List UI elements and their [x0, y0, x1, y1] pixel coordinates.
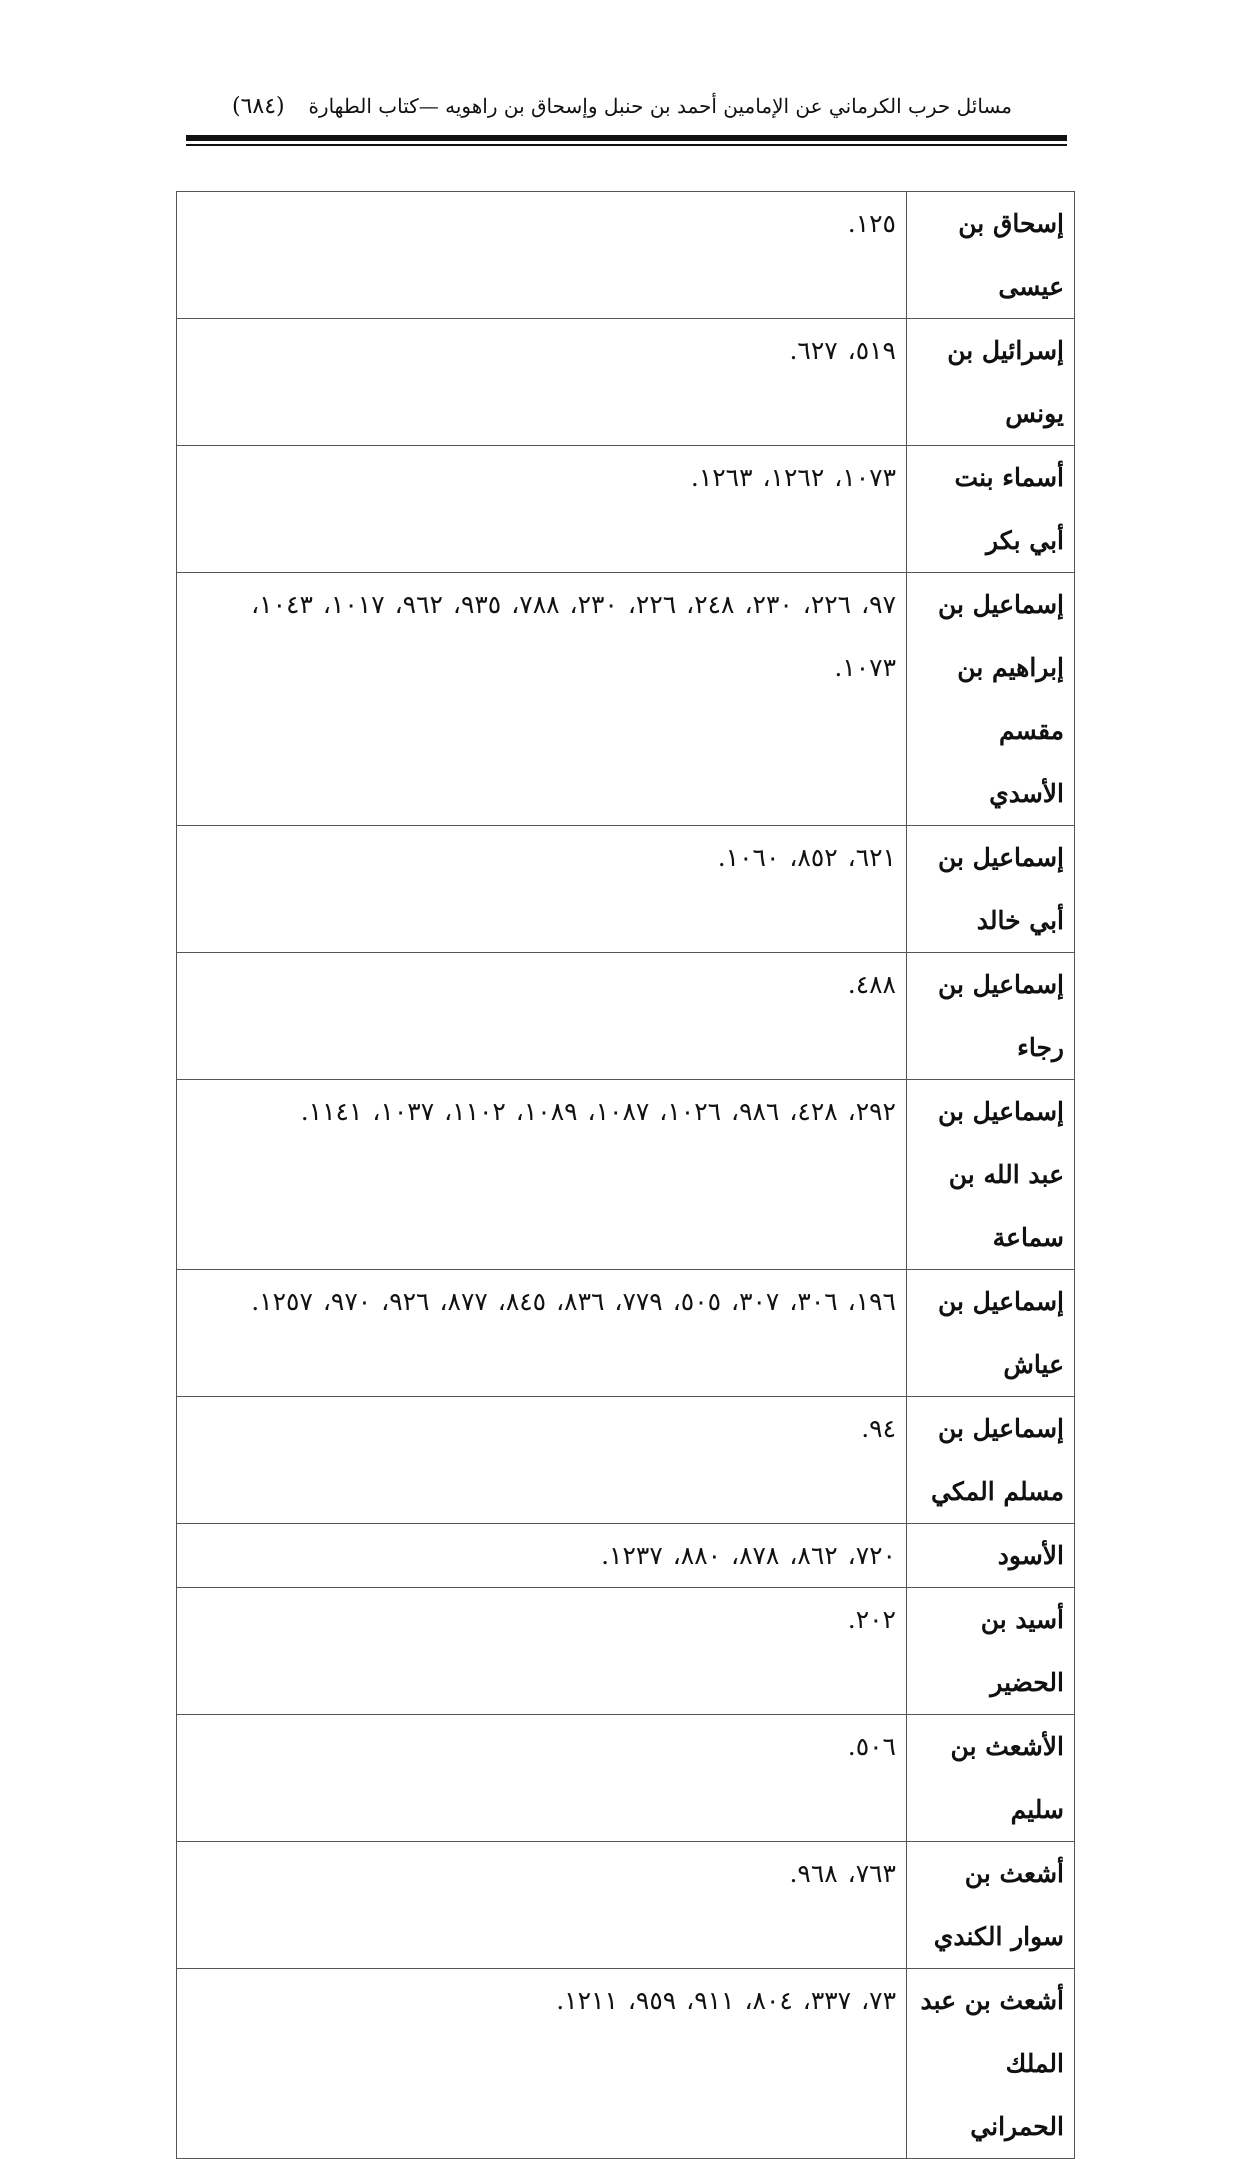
narrator-name: إسرائيل بن يونس [947, 336, 1064, 428]
narrator-name: الأسود [997, 1541, 1064, 1570]
index-row [177, 1080, 1075, 1270]
page-header [232, 86, 1012, 126]
index-row [177, 1524, 1075, 1588]
narrator-name: إسحاق بن عيسى [958, 209, 1064, 301]
narrator-name: إسماعيل بن إبراهيم بن مقسم الأسدي [937, 590, 1064, 808]
reference-numbers: ٧٢٠، ٨٦٢، ٨٧٨، ٨٨٠، ١٢٣٧. [601, 1541, 896, 1570]
refs-cell [177, 1842, 907, 1969]
index-row [177, 192, 1075, 319]
narrator-name: أسيد بن الحضير [980, 1605, 1064, 1697]
refs-cell [177, 1397, 907, 1524]
name-cell [907, 1524, 1075, 1588]
name-cell [907, 446, 1075, 573]
reference-numbers: ١٠٧٣، ١٢٦٢، ١٢٦٣. [690, 463, 896, 492]
index-row [177, 319, 1075, 446]
name-cell [907, 1588, 1075, 1715]
name-cell [907, 1715, 1075, 1842]
index-row [177, 1270, 1075, 1397]
index-row [177, 1588, 1075, 1715]
refs-cell [177, 1588, 907, 1715]
reference-numbers: ٧٦٣، ٩٦٨. [789, 1859, 896, 1888]
reference-numbers: ٩٤. [861, 1414, 896, 1443]
name-cell [907, 1270, 1075, 1397]
refs-cell [177, 953, 907, 1080]
reference-numbers: ١٢٥. [847, 209, 896, 238]
reference-numbers: ٩٧، ٢٢٦، ٢٣٠، ٢٤٨، ٢٢٦، ٢٣٠، ٧٨٨، ٩٣٥، ٩٦٢، ١٠١٧، ١٠٤٣، ١٠٧٣. [251, 590, 896, 682]
reference-numbers: ٤٨٨. [847, 970, 896, 999]
refs-cell [177, 1080, 907, 1270]
refs-cell [177, 192, 907, 319]
narrator-name: إسماعيل بن أبي خالد [937, 843, 1064, 935]
index-row [177, 573, 1075, 826]
name-cell [907, 1397, 1075, 1524]
header-rule-thin [186, 144, 1067, 146]
index-row [177, 1715, 1075, 1842]
name-cell [907, 1080, 1075, 1270]
index-row [177, 1969, 1075, 2159]
reference-numbers: ١٩٦، ٣٠٦، ٣٠٧، ٥٠٥، ٧٧٩، ٨٣٦، ٨٤٥، ٨٧٧، ٩٢٦، ٩٧٠، ١٢٥٧. [251, 1287, 896, 1316]
name-cell [907, 319, 1075, 446]
refs-cell [177, 1715, 907, 1842]
refs-cell [177, 573, 907, 826]
narrator-name: أسماء بنت أبي بكر [954, 463, 1064, 555]
reference-numbers: ٥١٩، ٦٢٧. [789, 336, 896, 365]
reference-numbers: ٥٠٦. [847, 1732, 896, 1761]
index-row [177, 826, 1075, 953]
narrator-name: إسماعيل بن رجاء [937, 970, 1064, 1062]
reference-numbers: ٦٢١، ٨٥٢، ١٠٦٠. [717, 843, 896, 872]
header-rule-thick [186, 135, 1067, 141]
narrator-name: أشعث بن عبد الملك الحمراني [920, 1986, 1064, 2141]
narrator-name: أشعث بن سوار الكندي [933, 1859, 1064, 1951]
index-row [177, 953, 1075, 1080]
name-cell [907, 573, 1075, 826]
refs-cell [177, 1270, 907, 1397]
name-cell [907, 192, 1075, 319]
index-table [176, 191, 1075, 2159]
reference-numbers: ٢٩٢، ٤٢٨، ٩٨٦، ١٠٢٦، ١٠٨٧، ١٠٨٩، ١١٠٢، ١٠٣٧، ١١٤١. [300, 1097, 896, 1126]
name-cell [907, 1842, 1075, 1969]
index-row [177, 1397, 1075, 1524]
index-row [177, 446, 1075, 573]
index-row [177, 1842, 1075, 1969]
narrator-name: إسماعيل بن عبد الله بن سماعة [937, 1097, 1064, 1252]
reference-numbers: ٢٠٢. [847, 1605, 896, 1634]
reference-numbers: ٧٣، ٣٣٧، ٨٠٤، ٩١١، ٩٥٩، ١٢١١. [556, 1986, 896, 2015]
name-cell [907, 826, 1075, 953]
refs-cell [177, 1969, 907, 2159]
name-cell [907, 1969, 1075, 2159]
refs-cell [177, 1524, 907, 1588]
running-title: مسائل حرب الكرماني عن الإمامين أحمد بن حنبل وإسحاق بن راهويه —كتاب الطهارة [308, 94, 1012, 118]
name-cell [907, 953, 1075, 1080]
page-number: (٦٨٤) [232, 93, 285, 119]
narrator-name: الأشعث بن سليم [950, 1732, 1064, 1824]
narrator-name: إسماعيل بن عياش [937, 1287, 1064, 1379]
narrator-name: إسماعيل بن مسلم المكي [931, 1414, 1064, 1506]
refs-cell [177, 826, 907, 953]
refs-cell [177, 446, 907, 573]
refs-cell [177, 319, 907, 446]
